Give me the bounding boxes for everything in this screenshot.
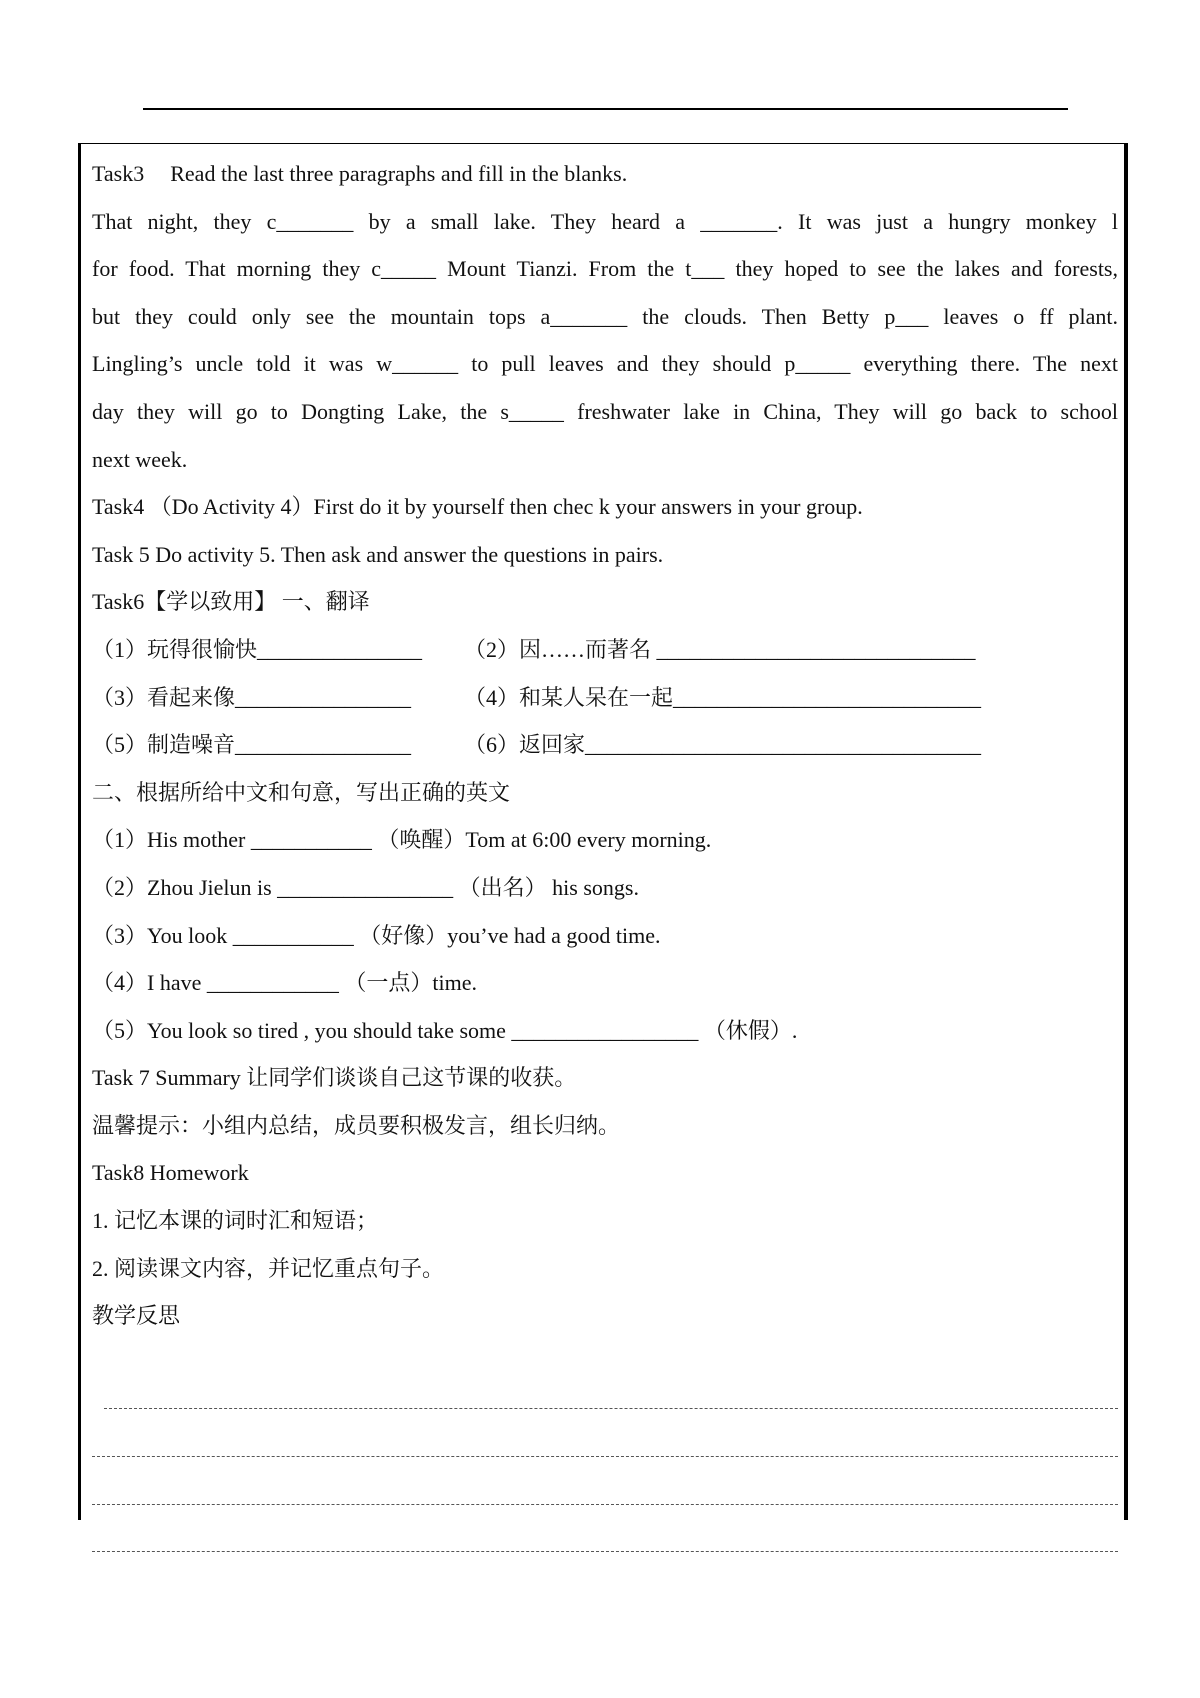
homework-item: 2. 阅读课文内容，并记忆重点句子。 <box>92 1255 445 1281</box>
task3-instruction: Read the last three paragraphs and fill in the blanks. <box>170 161 628 186</box>
fill-item: （4）I have ____________ （一点）time. <box>92 970 477 996</box>
task7-title: Task 7 Summary 让同学们谈谈自己这节课的收获。 <box>92 1065 577 1091</box>
writing-line <box>92 1505 1118 1553</box>
task3-passage-line: That night, they c_______ by a small lake. They heard a _______. It was just a hungry monkey l <box>92 208 1118 234</box>
task6-title: Task6【学以致用】 一、翻译 <box>92 589 370 615</box>
fill-item: （5）You look so tired , you should take some _________________ （休假）. <box>92 1017 798 1043</box>
task3-heading <box>92 150 1118 198</box>
header-rule <box>143 108 1068 110</box>
writing-line <box>104 1362 1118 1410</box>
task3-passage-line: day they will go to Dongting Lake, the s_____ freshwater lake in China, They will go back to school <box>92 398 1118 424</box>
writing-line <box>92 1457 1118 1505</box>
reflection-writing-area <box>92 1362 1118 1552</box>
translate-row <box>92 626 1118 674</box>
task4-text: Task4 （Do Activity 4）First do it by yourself then chec k your answers in your group. <box>92 494 863 520</box>
worksheet-content <box>92 150 1118 1552</box>
translate-item: （5）制造噪音________________ <box>92 732 412 758</box>
task6-part2-title: 二、根据所给中文和句意，写出正确的英文 <box>92 779 511 805</box>
translate-item: （6）返回家____________________________________ <box>464 732 982 758</box>
translate-item: （1）玩得很愉快_______________ <box>92 636 423 662</box>
fill-item: （3）You look ___________ （好像）you’ve had a good time. <box>92 922 661 948</box>
translate-item: （4）和某人呆在一起____________________________ <box>464 684 982 710</box>
translate-row <box>92 674 1118 722</box>
translate-row <box>92 721 1118 769</box>
reflection-title: 教学反思 <box>92 1303 181 1329</box>
task7-tip: 温馨提示：小组内总结，成员要积极发言，组长归纳。 <box>92 1112 621 1138</box>
translate-item: （3）看起来像________________ <box>92 684 412 710</box>
task5-text: Task 5 Do activity 5. Then ask and answer the questions in pairs. <box>92 541 664 567</box>
translate-item: （2）因……而著名 _____________________________ <box>464 636 976 662</box>
task3-passage-line: Lingling’s uncle told it was w______ to pull leaves and they should p_____ everything there. The next <box>92 351 1118 377</box>
task3-passage-line: next week. <box>92 446 188 472</box>
homework-item: 1. 记忆本课的词时汇和短语； <box>92 1208 379 1234</box>
task3-passage-line: for food. That morning they c_____ Mount Tianzi. From the t___ they hoped to see the lakes and forests, <box>92 256 1118 282</box>
task3-title: Task3 <box>92 161 145 186</box>
fill-item: （2）Zhou Jielun is ________________ （出名） his songs. <box>92 874 639 900</box>
fill-item: （1）His mother ___________ （唤醒）Tom at 6:00 every morning. <box>92 827 712 853</box>
task8-title: Task8 Homework <box>92 1160 249 1186</box>
task3-passage-line: but they could only see the mountain tops a_______ the clouds. Then Betty p___ leaves o ff plant. <box>92 303 1118 329</box>
writing-line <box>92 1409 1118 1457</box>
